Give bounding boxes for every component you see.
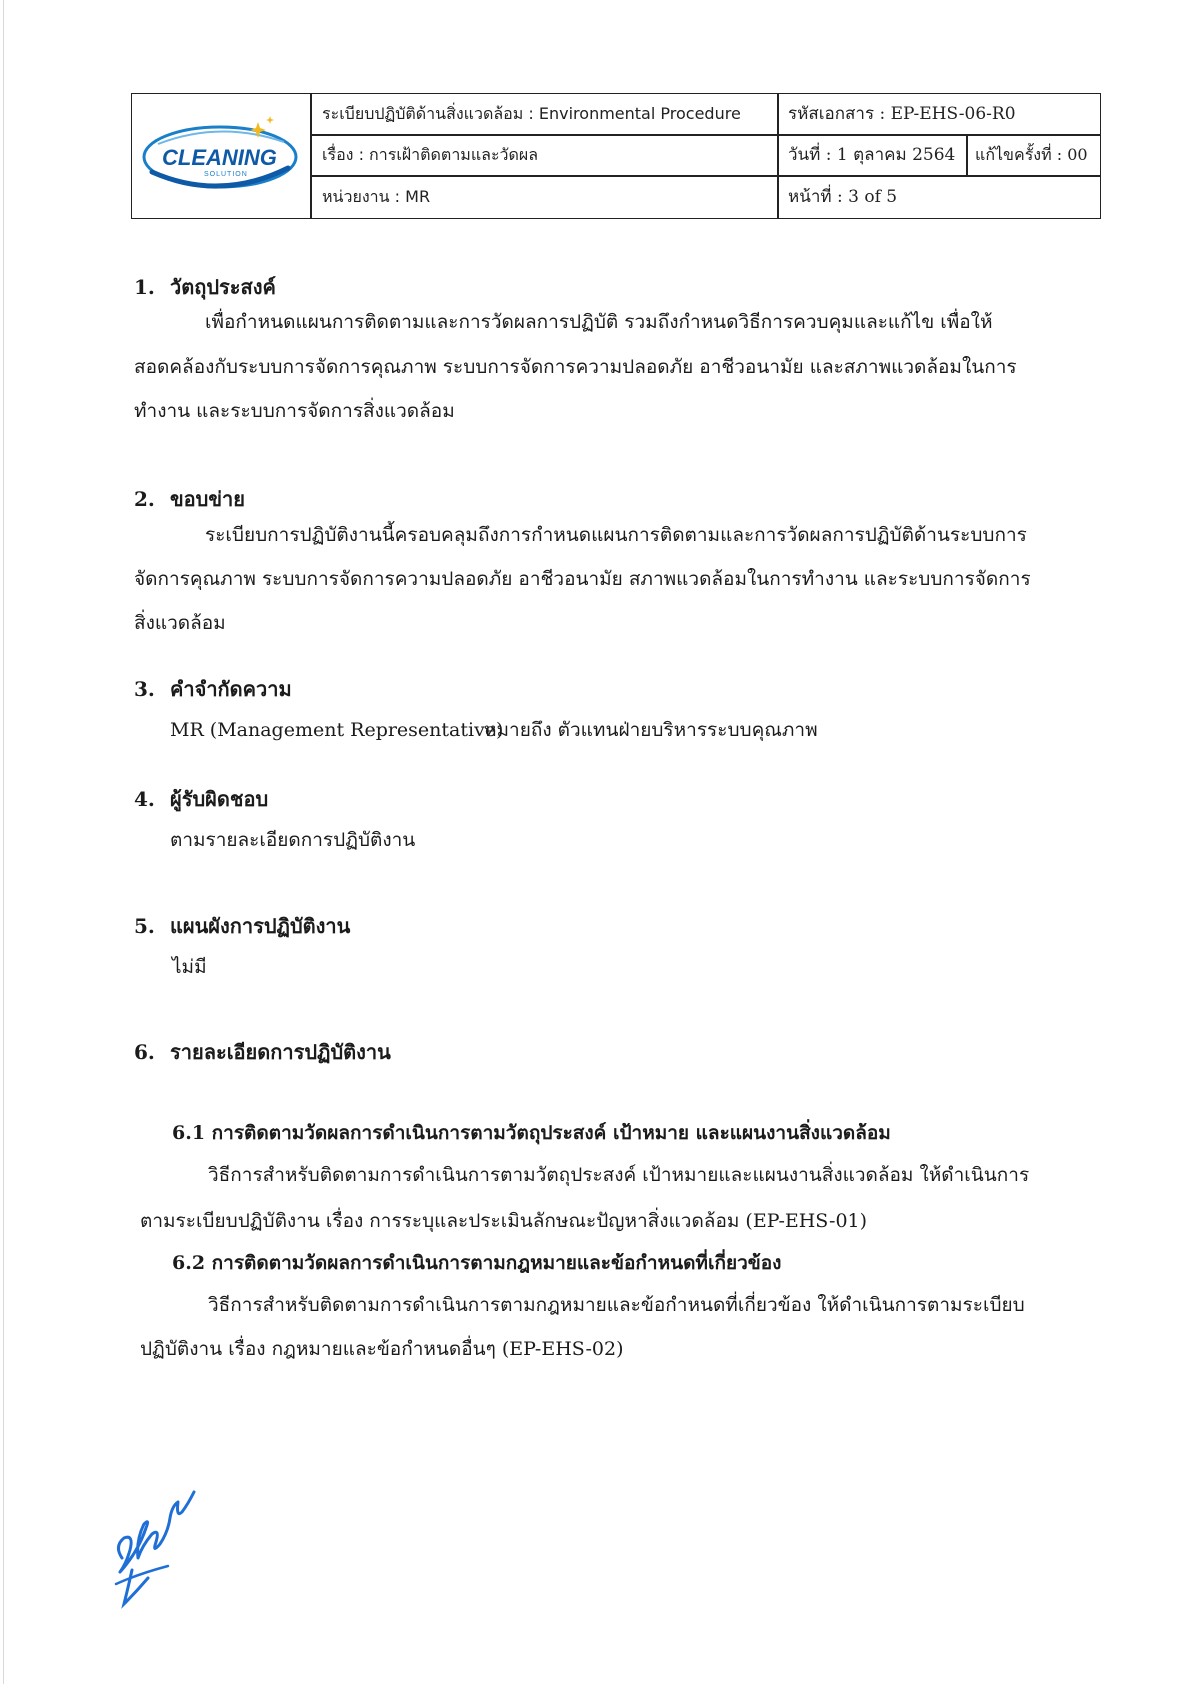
section-number: 5.: [134, 914, 155, 938]
section-4-text: ตามรายละเอียดการปฏิบัติงาน: [170, 829, 416, 851]
section-title: ขอบข่าย: [170, 487, 245, 511]
document-date: วันที่ : 1 ตุลาคม 2564: [788, 145, 956, 165]
section-title: รายละเอียดการปฏิบัติงาน: [170, 1040, 391, 1064]
section-1-line-3: ทำงาน และระบบการจัดการสิ่งแวดล้อม: [134, 400, 455, 422]
section-1-heading: [134, 271, 276, 303]
section-title: คำจำกัดความ: [170, 677, 292, 701]
revision-number: แก้ไขครั้งที่ : 00: [975, 145, 1088, 164]
section-number: 1.: [134, 275, 155, 299]
section-title: วัตถุประสงค์: [170, 275, 276, 299]
section-5-heading: [134, 910, 350, 942]
subsection-6-1-line-1: วิธีการสำหรับติดตามการดำเนินการตามวัตถุประสงค์ เป้าหมายและแผนงานสิ่งแวดล้อม ให้ดำเนินการ: [208, 1164, 1030, 1186]
document-header-table: [131, 93, 1101, 219]
handwritten-signature: [108, 1488, 218, 1618]
section-2-line-2: จัดการคุณภาพ ระบบการจัดการความปลอดภัย อาชีวอนามัย สภาพแวดล้อมในการทำงาน และระบบการจัดการ: [134, 568, 1031, 590]
section-number: 2.: [134, 487, 155, 511]
subsection-6-1-line-2: ตามระเบียบปฏิบัติงาน เรื่อง การระบุและประเมินลักษณะปัญหาสิ่งแวดล้อม (EP-EHS-01): [140, 1210, 868, 1232]
section-2-line-3: สิ่งแวดล้อม: [134, 612, 226, 634]
scan-edge: [3, 0, 4, 1684]
section-5-text: ไม่มี: [172, 956, 207, 978]
definition-term: MR (Management Representative): [170, 719, 504, 741]
logo-tagline-text: SOLUTION: [204, 171, 248, 178]
subsection-6-2-line-1: วิธีการสำหรับติดตามการดำเนินการตามกฎหมายและข้อกำหนดที่เกี่ยวข้อง ให้ดำเนินการตามระเบียบ: [208, 1294, 1025, 1316]
section-title: แผนผังการปฏิบัติงาน: [170, 914, 351, 938]
cleaning-solution-logo: [138, 114, 306, 200]
logo-cell: [132, 94, 310, 218]
section-number: 4.: [134, 787, 155, 811]
section-3-heading: [134, 673, 292, 705]
document-code: รหัสเอกสาร : EP-EHS-06-R0: [788, 104, 1016, 124]
responsible-unit: หน่วยงาน : MR: [322, 187, 431, 206]
subsection-6-2-line-2: ปฏิบัติงาน เรื่อง กฎหมายและข้อกำหนดอื่นๆ (EP-EHS-02): [140, 1338, 624, 1360]
section-number: 6.: [134, 1040, 155, 1064]
logo-brand-text: CLEANING: [162, 145, 277, 170]
page-number: หน้าที่ : 3 of 5: [788, 187, 898, 207]
definition-meaning: หมายถึง ตัวแทนฝ่ายบริหารระบบคุณภาพ: [484, 719, 818, 741]
procedure-title: ระเบียบปฏิบัติด้านสิ่งแวดล้อม : Environmental Procedure: [322, 104, 741, 123]
subsection-6-1-heading: 6.1 การติดตามวัดผลการดำเนินการตามวัตถุประสงค์ เป้าหมาย และแผนงานสิ่งแวดล้อม: [172, 1122, 891, 1144]
section-1-line-1: เพื่อกำหนดแผนการติดตามและการวัดผลการปฏิบัติ รวมถึงกำหนดวิธีการควบคุมและแก้ไข เพื่อให้: [205, 311, 993, 333]
section-2-heading: [134, 483, 245, 515]
section-4-heading: [134, 783, 268, 815]
document-subject: เรื่อง : การเฝ้าติดตามและวัดผล: [322, 145, 539, 164]
section-6-heading: [134, 1036, 391, 1068]
subsection-6-2-heading: 6.2 การติดตามวัดผลการดำเนินการตามกฎหมายและข้อกำหนดที่เกี่ยวข้อง: [172, 1252, 782, 1274]
section-2-line-1: ระเบียบการปฏิบัติงานนี้ครอบคลุมถึงการกำหนดแผนการติดตามและการวัดผลการปฏิบัติด้านระบบการ: [205, 524, 1027, 546]
section-number: 3.: [134, 677, 155, 701]
section-1-line-2: สอดคล้องกับระบบการจัดการคุณภาพ ระบบการจัดการความปลอดภัย อาชีวอนามัย และสภาพแวดล้อมในการ: [134, 356, 1017, 378]
section-title: ผู้รับผิดชอบ: [170, 787, 269, 811]
